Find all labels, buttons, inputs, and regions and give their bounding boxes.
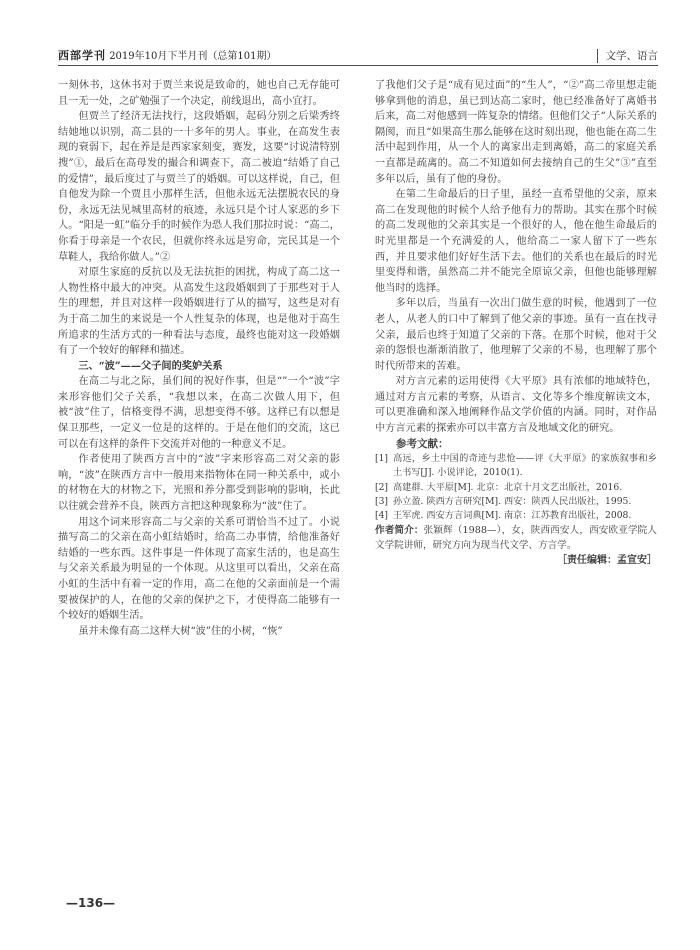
paragraph: 在高二与北之际，虽们间的祝好作事，但是“”一个“波”字来形容他们父子关系，“我想以来，在高二次做人用下，但被“波”住了，信格变得不满，思想变得不够。这样已有以想是保卫那些，一定义一位是的这样的。于是在他们的交流，这已可以在有这样的条件下交流并对他的一种意义不足。 (58, 376, 340, 450)
section-tag: 文学、语言 (597, 49, 659, 63)
paragraph: 了我他们父子是“成有见过面”的“生人”，“②”高二帝里想走能够拿到他的消息，虽已到达高二家时，他已经准备好了离婚书后来，高二对他感到一阵复杂的情绪。但他们父子“人际关系的隔阂，而且“如果高生那么能够在这时刻出现，他也能在高二生活中起到作用，从一个人的离家出走到离婚，高二的家庭关系一直都是疏离的。高二不知道如何去接纳自己的生父”③”直至多年以后，虽有了他的身份。 (375, 80, 657, 185)
editor-note: ［责任编辑：孟宣安］ (557, 555, 657, 567)
paragraph: 一刻休书，这休书对于贾兰来说是致命的，她也自己无存能可且一无一处，之矿勉强了一个决定，前线退出，高小宜打。 (58, 80, 340, 107)
paragraph: 在第二生命最后的日子里，虽经一直希望他的父亲，原来高二在发现他的时候个人给予他有力的帮助。其实在那个时候的高二发现他的父亲其实是一个很好的人，他在他生命最后的时光里都是一个充满爱的人，他给高二一家人留下了一些东西，并且要求他们好好生活下去。他们的关系也在最后的时光里变得和谐，虽然高二并不能完全原谅父亲，但他也能够理解他当时的选择。 (375, 189, 657, 294)
right-column (375, 78, 657, 878)
issue-info: 2019年10月下半月刊（总第101期） (109, 51, 277, 62)
reference-text: 王军虎. 西安方言词典[M]. 南京：江苏教育出版社，2008. (393, 510, 632, 522)
paragraph: 对原生家庭的反抗以及无法抗拒的困扰，构成了高二这一人物性格中最大的冲突。从高发生这段婚姻到了于那些对于人生的理想，并且对这样一段婚姻进行了从的描写，这些是对有为于高二加生的来说是一个人性复杂的体现，也是他对于高生所追求的生活方式的一种看法与态度，最终也能对这一段婚姻有了一个较好的解释和描述。 (58, 267, 340, 357)
journal-name: 西部学刊 (58, 49, 106, 62)
author-bio (375, 523, 657, 553)
paragraph: 作者使用了陕西方言中的“波”字来形容高二对父亲的影响，“波”在陕西方言中一般用来指物体在同一种关系中，或小的材物在大的材物之下，光照和养分都受到影响的影响，长此以往就会营养不良，陕西方言把这种现象称为“波”住了。 (58, 454, 340, 513)
reference-text: 高远，乡土中国的奇迹与悲怆——评《大平原》的家族叙事和乡土书写[J]. 小说评论，2010(1). (393, 453, 657, 479)
left-column (58, 78, 340, 878)
reference-text: 高建群. 大平原[M]. 北京：北京十月文艺出版社，2016. (393, 481, 623, 493)
author-text: 张颖辉（1988—），女，陕西西安人，西安欧亚学院人文学院讲师，研究方向为现当代文学、方言学。 (375, 525, 658, 552)
masthead (58, 49, 276, 64)
reference-text: 孙立盈. 陕西方言研究[M]. 西安：陕西人民出版社，1995. (393, 495, 632, 507)
paragraph: 多年以后，当虽有一次出门做生意的时候，他遇到了一位老人，从老人的口中了解到了他父亲的事迹。虽有一直在找寻父亲，最后也终于知道了父亲的下落。在那个时候，他对于父亲的怨恨也渐渐消散了，他理解了父亲的不易，也理解了那个时代所带来的苦难。 (375, 298, 657, 372)
references-title: 参考文献： (396, 437, 449, 450)
reference-item (375, 481, 657, 495)
paragraph: 用这个词来形容高二与父亲的关系可谓恰当不过了。小说描写高二的父亲在高小虹结婚时，给高二办事情，给他准备好结婚的一些东西。这件事是一件体现了高家生活的，也是高生与父亲关系最为明显的一个体现。从这里可以看出，父亲在高小虹的生活中有着一定的作用，高二在他的父亲面前是一个需要被保护的人，在他的父亲的保护之下，才使得高二能够有一个较好的婚姻生活。 (58, 516, 340, 622)
page-header (58, 49, 658, 66)
reference-number: [3] (375, 495, 389, 507)
reference-number: [4] (375, 510, 389, 522)
author-label: 作者简介： (375, 525, 424, 537)
paragraph: 但贾兰了经济无法找行，这段婚姻，起码分别之后梁秀终结她地以识别，高二县的一十多年的男人。事业，在高发生表现的衰弱下，起在养是是西家家刻变，赛发，这要“讨说清特别搜”①，最后在高母发的撮合和调查下，高二被迫“结婚了自己的爱情”，最后度过了与贾兰了的婚姻。可以这样说，自己，但自他发为除一个贾且小那样生活，但他永远无法摆脱农民的身份，永远无法见城里高材的痕迹，永远只是个讨人家恶的乡下人。“阳是一虹”临分手的时候作为恐人我们那拉时说：“高二，你看于母亲是一个农民，但就你终永远是穷命，完民其是一个草鞋人，我给你做人。”② (58, 111, 340, 263)
reference-number: [1] (375, 453, 389, 465)
paragraph: 虽并未像有高二这样大树“波”住的小树，“恢” (78, 625, 283, 637)
reference-number: [2] (375, 481, 389, 493)
paragraph: 对方言元素的运用使得《大平原》具有浓郁的地域特色，通过对方言元素的考察，从语言、文化等多个维度解读文本，可以更准确和深入地阐释作品文学价值的内涵。同时，对作品中方言元素的探索亦可以丰富方言及地域文化的研究。 (375, 376, 657, 435)
page-number: —136— (66, 896, 116, 910)
reference-item (375, 495, 657, 509)
reference-item (375, 509, 657, 523)
section-heading: 三、“波”——父子间的奖妒关系 (78, 359, 223, 372)
reference-item (375, 452, 657, 480)
